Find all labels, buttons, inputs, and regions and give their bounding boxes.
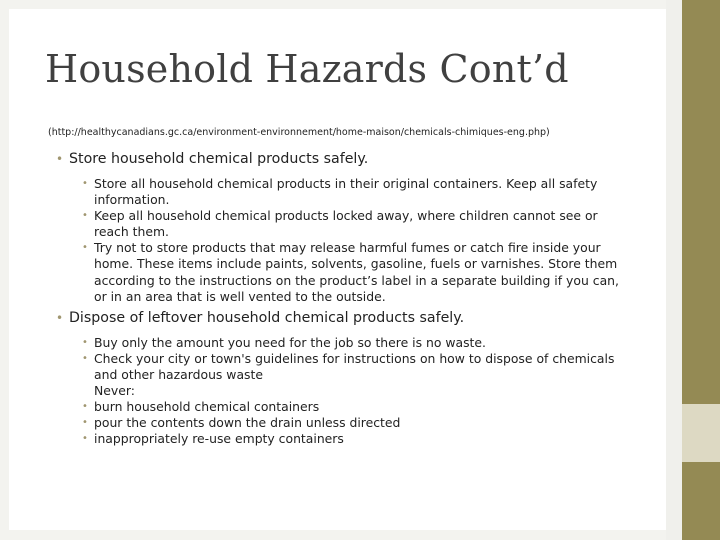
list-item — [82, 335, 626, 351]
list-item — [82, 399, 626, 415]
bullet-icon: • — [82, 210, 88, 222]
bullet-icon: • — [56, 152, 64, 166]
slide-title: Household Hazards Cont’d — [45, 47, 569, 91]
list-item-text: burn household chemical containers — [94, 399, 320, 415]
bullet-icon: • — [82, 433, 88, 445]
bullet-icon: • — [82, 401, 88, 413]
slide-frame-top — [0, 0, 720, 9]
list-item — [82, 240, 626, 304]
bullet-icon: • — [56, 310, 64, 325]
slide-frame-bottom — [0, 530, 720, 540]
source-url: (http://healthycanadians.gc.ca/environment-environnement/home-maison/chemicals-chimiques-eng.php) — [48, 127, 550, 138]
list-item-text: Try not to store products that may release harmful fumes or catch fire inside your home. These items include paints, solvents, gasoline, fuels or varnishes. Store them according to the instructions on the product’s label in a separate building if you can, or in an area that is well vented to the outside. — [94, 240, 619, 304]
list-item-text: inappropriately re-use empty containers — [94, 431, 344, 447]
never-label: Never: — [94, 383, 135, 399]
list-item-text: pour the contents down the drain unless directed — [94, 415, 401, 431]
section-heading-text: Store household chemical products safely. — [69, 151, 369, 167]
section-heading-dispose — [56, 309, 626, 327]
list-item-text: Check your city or town's guidelines for instructions on how to dispose of chemicals and other hazardous waste — [94, 350, 615, 382]
list-item — [82, 431, 626, 447]
list-item — [82, 415, 626, 431]
slide-frame-left — [0, 0, 9, 540]
bullet-icon: • — [82, 178, 88, 189]
bullet-icon: • — [82, 242, 88, 254]
list-item-text: Keep all household chemical products locked away, where children cannot see or reach them. — [94, 208, 598, 240]
list-item — [82, 208, 626, 240]
slide-frame-right — [666, 0, 682, 540]
bullet-icon: • — [82, 336, 88, 348]
slide-content — [56, 150, 626, 447]
list-item — [82, 176, 626, 208]
section-heading-store — [56, 150, 626, 168]
list-item-text: Store all household chemical products in their original containers. Keep all safety information. — [94, 176, 598, 208]
bullet-icon: • — [82, 352, 88, 364]
bullet-icon: • — [82, 417, 88, 429]
accent-side-block — [682, 404, 720, 462]
section-heading-text: Dispose of leftover household chemical products safely. — [69, 309, 465, 326]
list-item-text: Buy only the amount you need for the job so there is no waste. — [94, 334, 486, 350]
list-item — [82, 351, 626, 399]
